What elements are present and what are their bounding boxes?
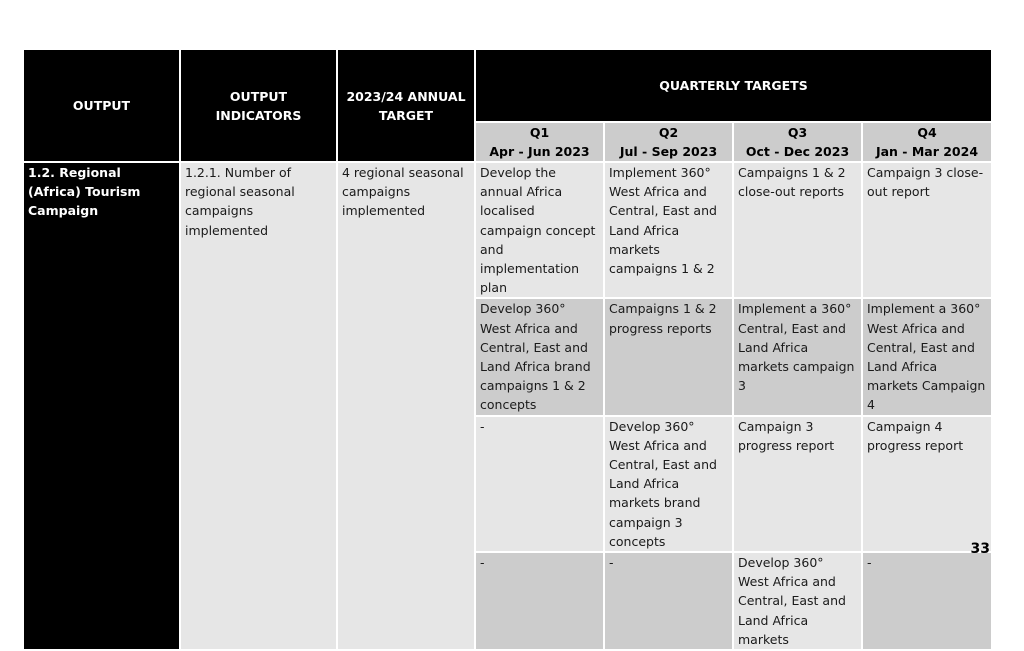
q1-label: Q1	[529, 125, 550, 140]
q2-period: Jul - Sep 2023	[619, 144, 718, 159]
q4-target-cell: Implement a 360° West Africa and Central, East and Land Africa markets Campaign 4	[862, 298, 992, 415]
q1-target-cell: -	[475, 416, 604, 552]
header-row	[23, 49, 992, 122]
q4-target-cell: Campaign 4 progress report	[862, 416, 992, 552]
q3-target-cell: Campaigns 1 & 2 close-out reports	[733, 162, 862, 298]
q3-target-cell: Develop 360° West Africa and Central, East and Land Africa markets	[733, 552, 862, 650]
q4-target-cell: -	[862, 552, 992, 650]
q3-label: Q3	[787, 125, 808, 140]
q3-target-cell: Implement a 360° Central, East and Land Africa markets campaign 3	[733, 298, 862, 415]
header-quarterly-targets: QUARTERLY TARGETS	[475, 49, 992, 122]
header-q4	[862, 122, 992, 162]
q3-target-cell: Campaign 3 progress report	[733, 416, 862, 552]
table-row	[23, 162, 992, 298]
header-q2	[604, 122, 733, 162]
q3-period: Oct - Dec 2023	[745, 144, 850, 159]
quarterly-targets-table	[22, 48, 993, 651]
annual-target-cell: 4 regional seasonal campaigns implemented	[337, 162, 475, 650]
q1-target-cell: Develop the annual Africa localised campaign concept and implementation plan	[475, 162, 604, 298]
output-cell: 1.2. Regional (Africa) Tourism Campaign	[23, 162, 180, 650]
q2-target-cell: Implement 360° West Africa and Central, East and Land Africa markets campaigns 1 & 2	[604, 162, 733, 298]
q1-period: Apr - Jun 2023	[489, 144, 590, 159]
q4-period: Jan - Mar 2024	[875, 144, 979, 159]
q4-target-cell: Campaign 3 close-out report	[862, 162, 992, 298]
header-output-indicators: OUTPUT INDICATORS	[180, 49, 337, 162]
header-output: OUTPUT	[23, 49, 180, 162]
q2-label: Q2	[658, 125, 679, 140]
q1-target-cell: -	[475, 552, 604, 650]
header-q1	[475, 122, 604, 162]
q2-target-cell: -	[604, 552, 733, 650]
q2-target-cell: Develop 360° West Africa and Central, East and Land Africa markets brand campaign 3 concepts	[604, 416, 733, 552]
q2-target-cell: Campaigns 1 & 2 progress reports	[604, 298, 733, 415]
header-annual-target: 2023/24 ANNUAL TARGET	[337, 49, 475, 162]
page-number: 33	[970, 541, 990, 557]
q1-target-cell: Develop 360° West Africa and Central, East and Land Africa brand campaigns 1 & 2 concepts	[475, 298, 604, 415]
header-q3	[733, 122, 862, 162]
q4-label: Q4	[917, 125, 937, 140]
indicator-cell: 1.2.1. Number of regional seasonal campaigns implemented	[180, 162, 337, 650]
